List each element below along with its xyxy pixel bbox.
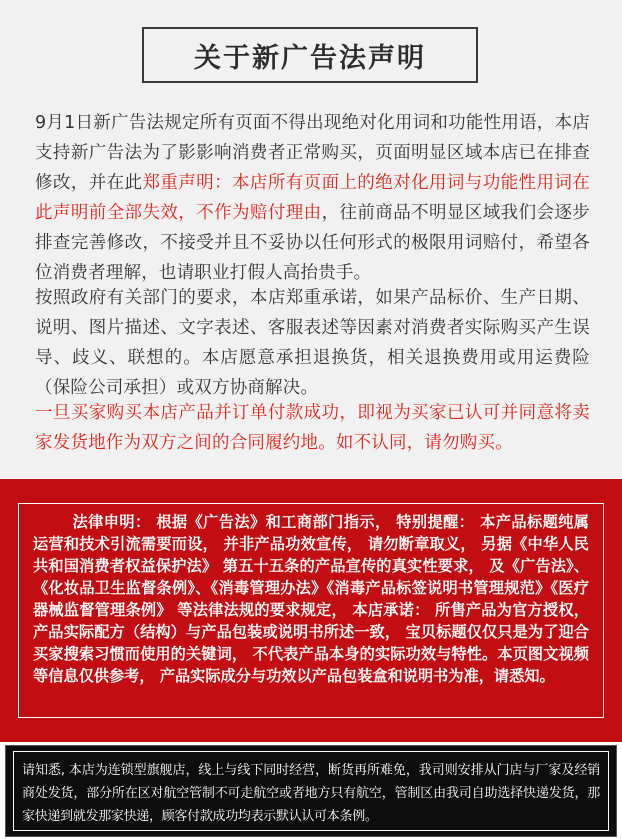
- legal-statement-text: 法律申明： 根据《广告法》和工商部门指示， 特别提醒： 本产品标题纯属运营和技术引流需要而设， 并非产品功效宣传， 请勿断章取义， 另据《中华人民共和国消费者权益保护法》 第五十五条的产品宣传的真实性要求， 及《广告法》、《化妆品卫生监督条例》、《消毒管理办法》《消毒产品标签说明书管理规范》《医疗器械监督管理条例》 等法律法规的要求规定， 本店承诺： 所售产品为官方授权， 产品实际配方（结构）与产品包装或说明书所述一致， 宝贝标题仅仅只是为了迎合买家搜索习惯而使用的关键词， 不代表产品本身的实际功效与特性。本页图文视频等信息仅供参考， 产品实际成分与功效以产品包装盒和说明书为准，请悉知。: [33, 513, 589, 685]
- legal-statement-section: [0, 479, 622, 742]
- paragraph-contract-location: 一旦买家购买本店产品并订单付款成功，即视为买家已认可并同意将卖家发货地作为双方之间的合同履约地。如不认同，请勿购买。: [35, 403, 590, 453]
- legal-statement-box: [18, 503, 604, 718]
- shipping-notice-section: [0, 742, 622, 839]
- paragraph-commitment: 按照政府有关部门的要求，本店郑重承诺，如果产品标价、生产日期、说明、图片描述、文字表述、客服表述等因素对消费者实际购买产生误导、歧义、联想的。本店愿意承担退换货，相关退换费用或用运费险（保险公司承担）或双方协商解决。: [35, 288, 590, 398]
- page-title: 关于新广告法声明: [194, 42, 426, 74]
- paragraph1-red-declaration: 郑重声明：本店所有页面上的绝对化用词与功能性用词在此声明前全部失效，不作为赔付理由: [35, 173, 591, 223]
- paragraph-advertising-law: [35, 108, 590, 288]
- shipping-notice-box: [5, 745, 617, 837]
- paragraph1-text-2: ，往前商品不明显区域我们会逐步排查完善修改，不接受并且不妥协以任何形式的极限用词赔付，希望各位消费者理解，也请职业打假人高抬贵手。: [35, 203, 591, 283]
- title-box: [142, 27, 478, 83]
- paragraph1-text-1: 9月1日新广告法规定所有页面不得出现绝对化用词和功能性用语，本店支持新广告法为了影影响消费者正常购买，页面明显区域本店已在排查修改，并在此: [35, 113, 590, 193]
- shipping-notice-frame: [13, 751, 609, 831]
- shipping-notice-text: 请知悉, 本店为连锁型旗舰店，线上与线下同时经营，断货再所难免，我司则安排从门店与厂家及经销商处发货，部分所在区对航空管制不可走航空或者地方只有航空，管制区由我司自助选择快递发货，那家快递到就发那家快递，顾客付款成功均表示默认认可本条例。: [22, 763, 600, 824]
